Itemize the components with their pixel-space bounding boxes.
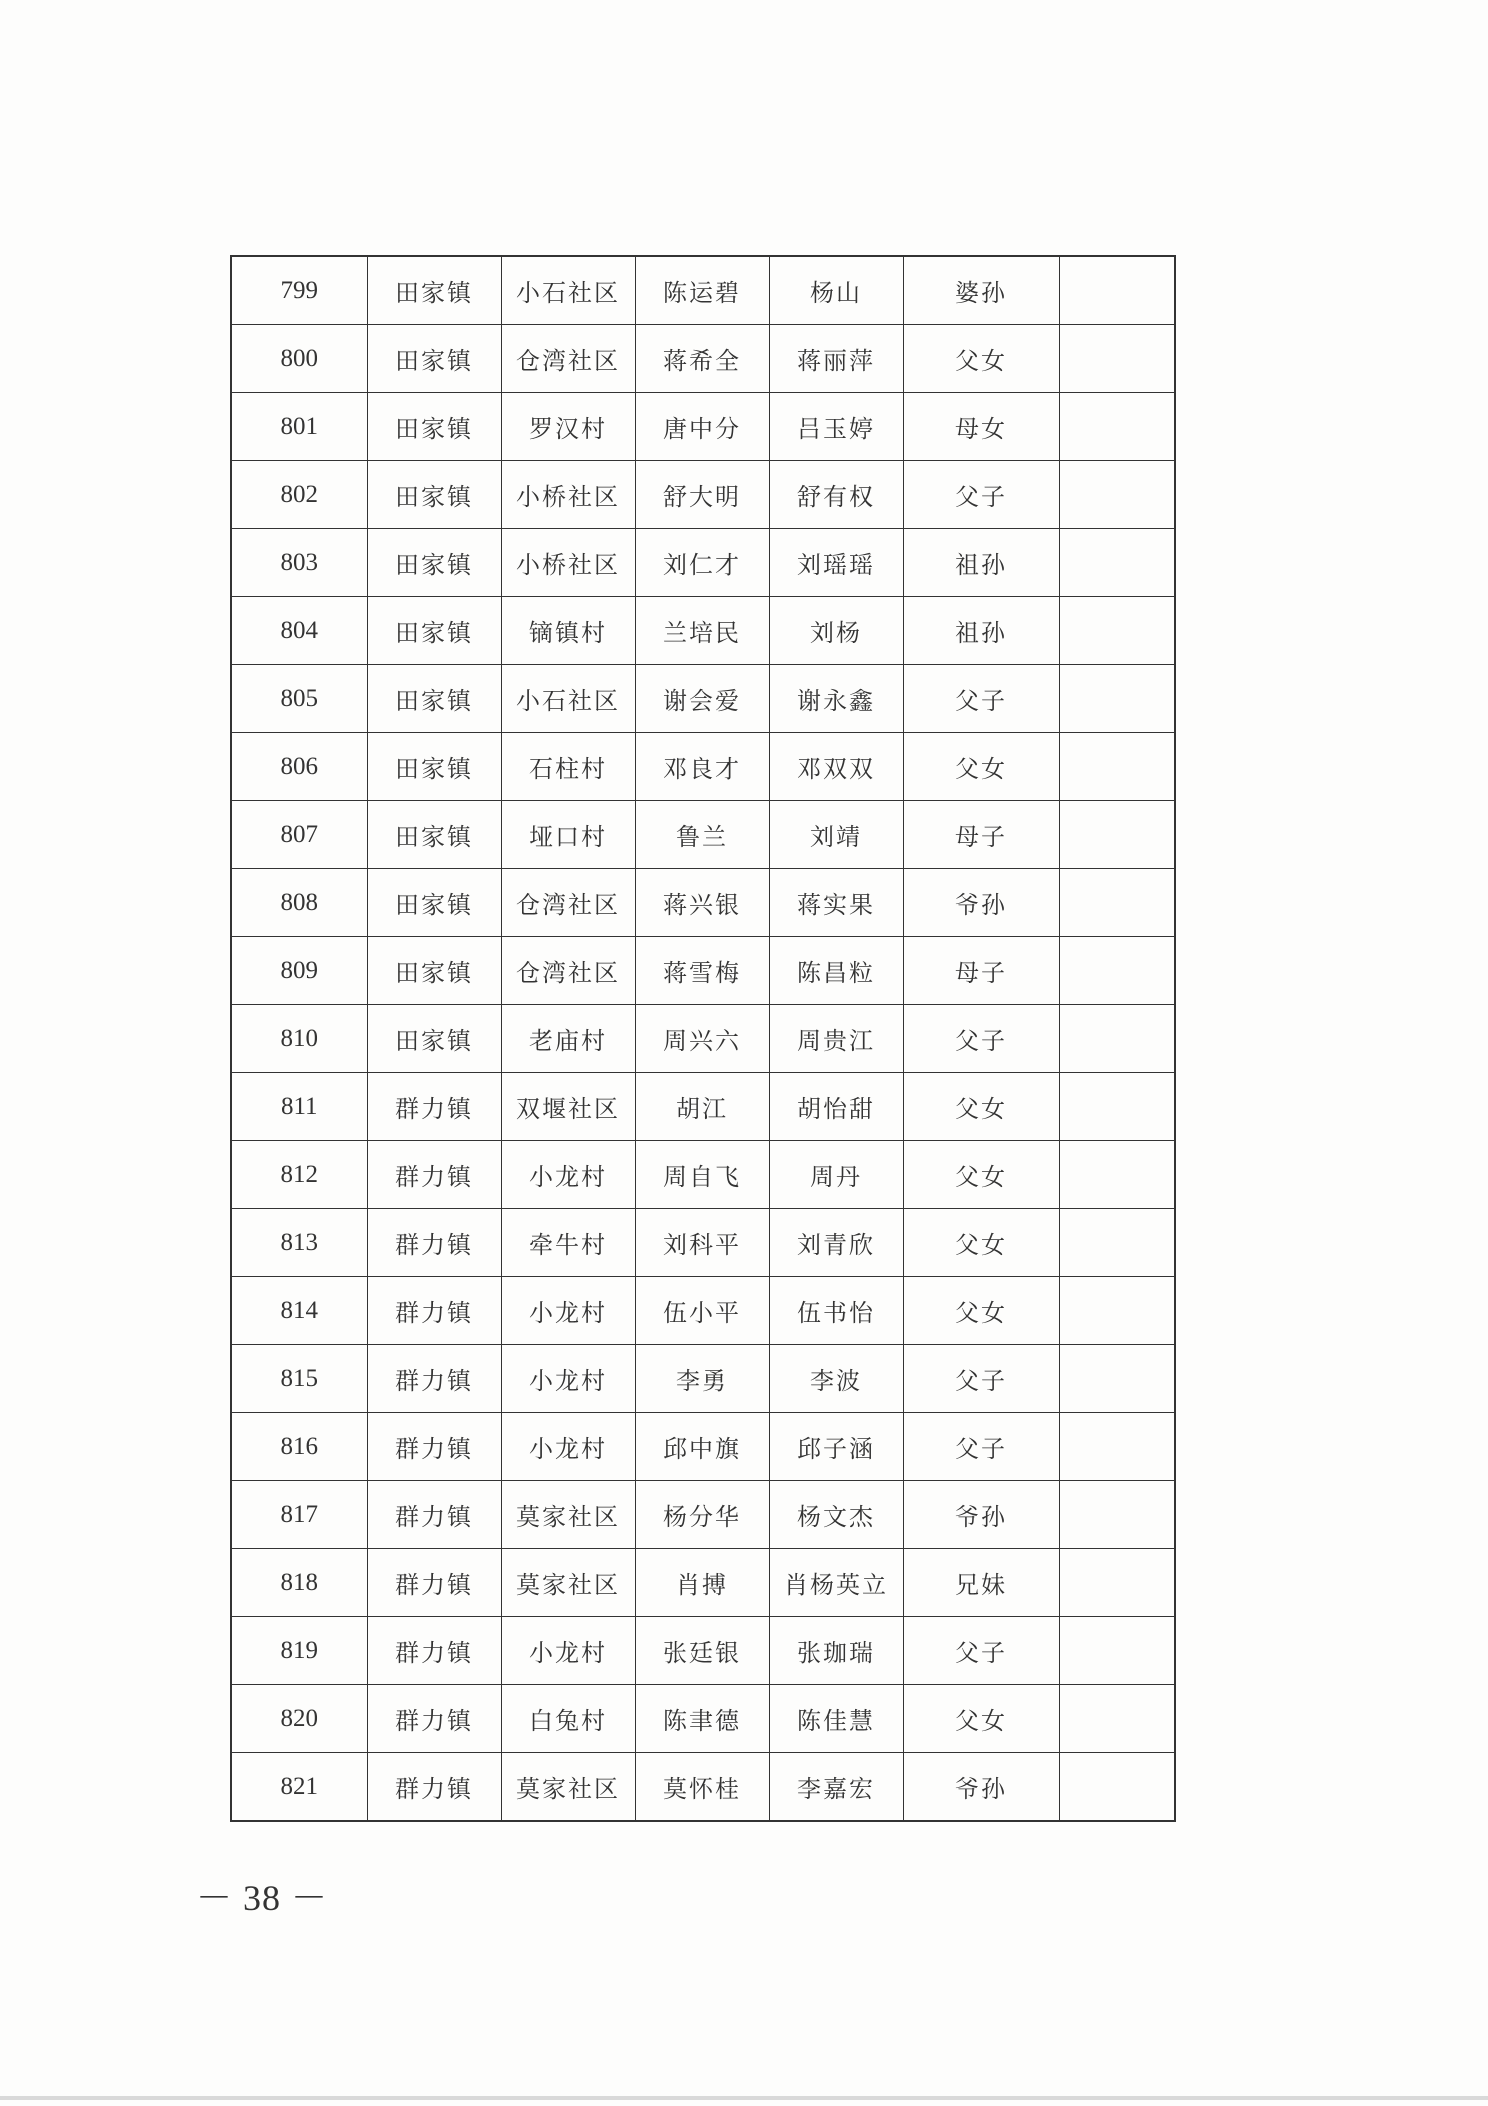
community-cell: 白兔村 [501, 1685, 635, 1753]
guardian-name-cell: 鲁兰 [635, 801, 769, 869]
relation-cell: 父女 [903, 1209, 1059, 1277]
note-cell [1059, 1481, 1175, 1549]
child-name-cell: 张珈瑞 [769, 1617, 903, 1685]
child-name-cell: 李嘉宏 [769, 1753, 903, 1822]
child-name-cell: 周贵江 [769, 1005, 903, 1073]
relation-cell: 爷孙 [903, 869, 1059, 937]
relation-cell: 母子 [903, 801, 1059, 869]
guardian-name-cell: 陈聿德 [635, 1685, 769, 1753]
table-row [231, 1481, 1175, 1549]
town-cell: 群力镇 [367, 1073, 501, 1141]
town-cell: 群力镇 [367, 1141, 501, 1209]
town-cell: 田家镇 [367, 597, 501, 665]
note-cell [1059, 461, 1175, 529]
community-cell: 莫家社区 [501, 1753, 635, 1822]
table-row [231, 597, 1175, 665]
relation-cell: 父子 [903, 461, 1059, 529]
child-name-cell: 杨文杰 [769, 1481, 903, 1549]
note-cell [1059, 937, 1175, 1005]
town-cell: 田家镇 [367, 256, 501, 325]
town-cell: 田家镇 [367, 393, 501, 461]
relation-cell: 祖孙 [903, 597, 1059, 665]
town-cell: 田家镇 [367, 869, 501, 937]
child-name-cell: 李波 [769, 1345, 903, 1413]
relation-cell: 父女 [903, 733, 1059, 801]
guardian-name-cell: 张廷银 [635, 1617, 769, 1685]
guardian-name-cell: 舒大明 [635, 461, 769, 529]
community-cell: 小石社区 [501, 256, 635, 325]
table-row [231, 869, 1175, 937]
child-name-cell: 杨山 [769, 256, 903, 325]
guardian-name-cell: 陈运碧 [635, 256, 769, 325]
community-cell: 小桥社区 [501, 529, 635, 597]
relation-cell: 父女 [903, 1073, 1059, 1141]
child-name-cell: 陈佳慧 [769, 1685, 903, 1753]
relation-cell: 爷孙 [903, 1481, 1059, 1549]
community-cell: 仓湾社区 [501, 325, 635, 393]
town-cell: 田家镇 [367, 529, 501, 597]
table-row [231, 1753, 1175, 1822]
town-cell: 群力镇 [367, 1209, 501, 1277]
relation-cell: 父子 [903, 665, 1059, 733]
table-row [231, 1413, 1175, 1481]
table-row [231, 801, 1175, 869]
community-cell: 小龙村 [501, 1617, 635, 1685]
table-row [231, 1277, 1175, 1345]
guardian-name-cell: 李勇 [635, 1345, 769, 1413]
community-cell: 小龙村 [501, 1413, 635, 1481]
table-row [231, 1345, 1175, 1413]
note-cell [1059, 869, 1175, 937]
note-cell [1059, 393, 1175, 461]
town-cell: 群力镇 [367, 1481, 501, 1549]
relation-cell: 父女 [903, 1685, 1059, 1753]
table-row [231, 937, 1175, 1005]
town-cell: 群力镇 [367, 1617, 501, 1685]
guardian-name-cell: 谢会爱 [635, 665, 769, 733]
note-cell [1059, 1277, 1175, 1345]
child-name-cell: 刘青欣 [769, 1209, 903, 1277]
community-cell: 小龙村 [501, 1277, 635, 1345]
scan-edge-line [0, 2096, 1488, 2100]
relation-cell: 母子 [903, 937, 1059, 1005]
note-cell [1059, 1345, 1175, 1413]
note-cell [1059, 1141, 1175, 1209]
row-number: 810 [231, 1005, 367, 1073]
row-number: 805 [231, 665, 367, 733]
child-name-cell: 谢永鑫 [769, 665, 903, 733]
guardian-name-cell: 刘科平 [635, 1209, 769, 1277]
row-number: 816 [231, 1413, 367, 1481]
guardian-name-cell: 胡江 [635, 1073, 769, 1141]
relation-cell: 母女 [903, 393, 1059, 461]
table-row [231, 393, 1175, 461]
note-cell [1059, 1413, 1175, 1481]
relation-cell: 父子 [903, 1005, 1059, 1073]
relation-cell: 婆孙 [903, 256, 1059, 325]
row-number: 804 [231, 597, 367, 665]
community-cell: 莫家社区 [501, 1549, 635, 1617]
row-number: 807 [231, 801, 367, 869]
table-row [231, 1141, 1175, 1209]
row-number: 801 [231, 393, 367, 461]
row-number: 800 [231, 325, 367, 393]
child-name-cell: 蒋实果 [769, 869, 903, 937]
row-number: 811 [231, 1073, 367, 1141]
community-cell: 石柱村 [501, 733, 635, 801]
community-cell: 莫家社区 [501, 1481, 635, 1549]
row-number: 806 [231, 733, 367, 801]
town-cell: 田家镇 [367, 461, 501, 529]
guardian-name-cell: 蒋兴银 [635, 869, 769, 937]
row-number: 819 [231, 1617, 367, 1685]
town-cell: 田家镇 [367, 937, 501, 1005]
community-cell: 垭口村 [501, 801, 635, 869]
table-row [231, 256, 1175, 325]
note-cell [1059, 1617, 1175, 1685]
row-number: 799 [231, 256, 367, 325]
note-cell [1059, 597, 1175, 665]
child-name-cell: 伍书怡 [769, 1277, 903, 1345]
guardian-name-cell: 莫怀桂 [635, 1753, 769, 1822]
roster-table [230, 255, 1176, 1822]
table-row [231, 1209, 1175, 1277]
guardian-name-cell: 周兴六 [635, 1005, 769, 1073]
town-cell: 田家镇 [367, 325, 501, 393]
community-cell: 小龙村 [501, 1141, 635, 1209]
table-row [231, 1005, 1175, 1073]
row-number: 820 [231, 1685, 367, 1753]
relation-cell: 爷孙 [903, 1753, 1059, 1822]
relation-cell: 父子 [903, 1413, 1059, 1481]
relation-cell: 父女 [903, 1277, 1059, 1345]
child-name-cell: 胡怡甜 [769, 1073, 903, 1141]
table-row [231, 461, 1175, 529]
guardian-name-cell: 兰培民 [635, 597, 769, 665]
child-name-cell: 肖杨英立 [769, 1549, 903, 1617]
guardian-name-cell: 杨分华 [635, 1481, 769, 1549]
row-number: 809 [231, 937, 367, 1005]
town-cell: 田家镇 [367, 733, 501, 801]
community-cell: 仓湾社区 [501, 937, 635, 1005]
guardian-name-cell: 刘仁才 [635, 529, 769, 597]
child-name-cell: 刘靖 [769, 801, 903, 869]
child-name-cell: 吕玉婷 [769, 393, 903, 461]
child-name-cell: 刘瑶瑶 [769, 529, 903, 597]
table-row [231, 1073, 1175, 1141]
community-cell: 仓湾社区 [501, 869, 635, 937]
relation-cell: 祖孙 [903, 529, 1059, 597]
child-name-cell: 邓双双 [769, 733, 903, 801]
town-cell: 群力镇 [367, 1685, 501, 1753]
child-name-cell: 舒有权 [769, 461, 903, 529]
child-name-cell: 蒋丽萍 [769, 325, 903, 393]
child-name-cell: 邱子涵 [769, 1413, 903, 1481]
community-cell: 小石社区 [501, 665, 635, 733]
note-cell [1059, 529, 1175, 597]
community-cell: 老庙村 [501, 1005, 635, 1073]
note-cell [1059, 256, 1175, 325]
note-cell [1059, 1549, 1175, 1617]
community-cell: 双堰社区 [501, 1073, 635, 1141]
community-cell: 小龙村 [501, 1345, 635, 1413]
guardian-name-cell: 肖搏 [635, 1549, 769, 1617]
guardian-name-cell: 唐中分 [635, 393, 769, 461]
note-cell [1059, 1209, 1175, 1277]
community-cell: 牵牛村 [501, 1209, 635, 1277]
town-cell: 群力镇 [367, 1413, 501, 1481]
note-cell [1059, 1005, 1175, 1073]
relation-cell: 兄妹 [903, 1549, 1059, 1617]
guardian-name-cell: 伍小平 [635, 1277, 769, 1345]
note-cell [1059, 325, 1175, 393]
relation-cell: 父子 [903, 1345, 1059, 1413]
guardian-name-cell: 邱中旗 [635, 1413, 769, 1481]
page-number: － 38 － [196, 1878, 329, 1918]
row-number: 818 [231, 1549, 367, 1617]
town-cell: 群力镇 [367, 1345, 501, 1413]
table-row [231, 1549, 1175, 1617]
roster-body [231, 256, 1175, 1821]
relation-cell: 父女 [903, 325, 1059, 393]
child-name-cell: 周丹 [769, 1141, 903, 1209]
note-cell [1059, 801, 1175, 869]
child-name-cell: 陈昌粒 [769, 937, 903, 1005]
table-row [231, 325, 1175, 393]
row-number: 821 [231, 1753, 367, 1822]
relation-cell: 父女 [903, 1141, 1059, 1209]
guardian-name-cell: 蒋雪梅 [635, 937, 769, 1005]
note-cell [1059, 1073, 1175, 1141]
row-number: 808 [231, 869, 367, 937]
town-cell: 田家镇 [367, 801, 501, 869]
table-row [231, 733, 1175, 801]
table-row [231, 665, 1175, 733]
table-row [231, 529, 1175, 597]
guardian-name-cell: 蒋希全 [635, 325, 769, 393]
note-cell [1059, 733, 1175, 801]
row-number: 815 [231, 1345, 367, 1413]
child-name-cell: 刘杨 [769, 597, 903, 665]
row-number: 803 [231, 529, 367, 597]
note-cell [1059, 1753, 1175, 1822]
note-cell [1059, 1685, 1175, 1753]
community-cell: 小桥社区 [501, 461, 635, 529]
community-cell: 罗汉村 [501, 393, 635, 461]
table-row [231, 1617, 1175, 1685]
row-number: 817 [231, 1481, 367, 1549]
town-cell: 田家镇 [367, 665, 501, 733]
note-cell [1059, 665, 1175, 733]
relation-cell: 父子 [903, 1617, 1059, 1685]
community-cell: 镝镇村 [501, 597, 635, 665]
guardian-name-cell: 周自飞 [635, 1141, 769, 1209]
guardian-name-cell: 邓良才 [635, 733, 769, 801]
town-cell: 群力镇 [367, 1753, 501, 1822]
row-number: 814 [231, 1277, 367, 1345]
row-number: 813 [231, 1209, 367, 1277]
table-row [231, 1685, 1175, 1753]
row-number: 812 [231, 1141, 367, 1209]
town-cell: 群力镇 [367, 1277, 501, 1345]
town-cell: 群力镇 [367, 1549, 501, 1617]
row-number: 802 [231, 461, 367, 529]
town-cell: 田家镇 [367, 1005, 501, 1073]
